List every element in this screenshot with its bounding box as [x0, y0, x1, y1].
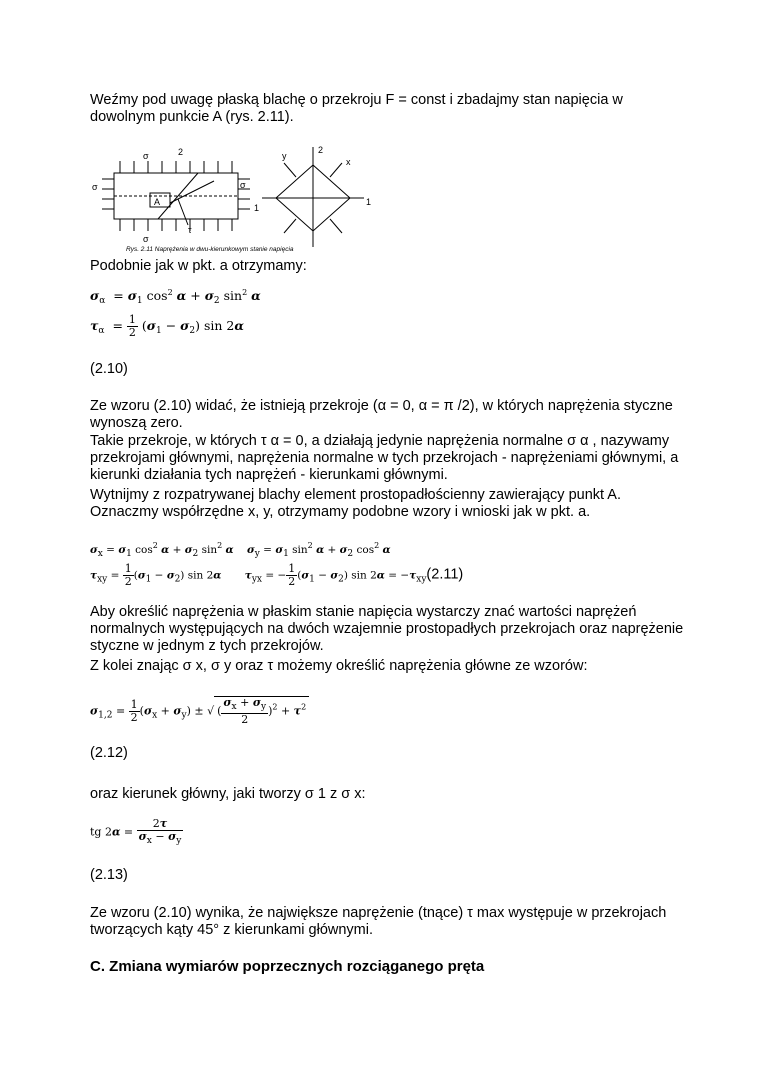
para-zero-shear: Ze wzoru (2.10) widać, że istnieją przekroje (α = 0, α = π /2), w których naprężenia styczne wynoszą zero.	[90, 398, 673, 431]
para-knowing: Z kolei znając σ x, σ y oraz τ możemy określić naprężenia główne ze wzorów:	[90, 658, 588, 674]
similar-paragraph: Podobnie jak w pkt. a otrzymamy:	[90, 258, 307, 274]
para-direction: oraz kierunek główny, jaki tworzy σ 1 z σ x:	[90, 786, 366, 802]
axis-2-label: 2	[178, 147, 184, 157]
para-element: Wytnijmy z rozpatrywanej blachy element prostopadłościenny zawierający punkt A. Oznaczmy współrzędne x, y, otrzymamy podobne wzory i wnioski jak w pkt. a.	[90, 487, 621, 520]
equation-principal-stress: $\sigma_{1,2}$ = $\frac{1}{2}$ $(\sigma_x + \sigma_y)$ ± √ ( $\frac{\sigma_x + \sigma_y}{2}$ )$^2 + \tau^2$	[90, 696, 309, 726]
sigma1-right-label: σ	[240, 180, 246, 190]
axis-1-label: 1	[254, 203, 260, 213]
sigma2-bottom-label: σ	[143, 234, 149, 244]
intro-paragraph: Weźmy pod uwagę płaską blachę o przekroju F = const i zbadajmy stan napięcia w dowolnym punkcie A (rys. 2.11).	[90, 92, 623, 125]
sigma1-left-label: σ	[92, 182, 98, 192]
equation-tg-2alpha: tg 2α = $\frac{2\tau}{\sigma_x - \sigma_y}$	[90, 817, 182, 846]
equation-tau-alpha: $\tau_\alpha$ = $\frac{1}{2}$ $(\sigma_1 - \sigma_2)$ sin 2α	[90, 313, 244, 339]
sigma2-top-label: σ	[143, 151, 149, 161]
right-axis-2-label: 2	[318, 145, 324, 155]
section-heading: C. Zmiana wymiarów poprzecznych rozciąganego pręta	[90, 958, 485, 975]
equation-sigma-alpha: $\sigma_\alpha = \sigma_1$ $\cos^2 \alpha + \sigma_2$ $\sin^2 \alpha$	[90, 288, 261, 306]
para-plane-stress: Aby określić naprężenia w płaskim stanie napięcia wystarczy znać wartości naprężeń normalnych występujących na dwóch wzajemnie prostopadłych przekrojach oraz naprężenie styczne w jednym z tych przekrojów.	[90, 604, 684, 654]
para-max-shear: Ze wzoru (2.10) wynika, że największe naprężenie (tnące) τ max występuje w przekrojach tworzących kąty 45° z kierunkami głównymi.	[90, 905, 667, 938]
stress-figure	[88, 143, 378, 255]
eq-212-number: (2.12)	[90, 745, 128, 761]
eq-211-number: (2.11)	[426, 566, 464, 583]
eq-210-number: (2.10)	[90, 361, 128, 377]
right-axis-1-label: 1	[366, 197, 372, 207]
equation-tau-xy: $\tau_{xy}$ = $\frac{1}{2}$ $(\sigma_1 - \sigma_2)$ sin 2α $\tau_{yx}$ = − $\frac{1}{2}$ $(\sigma_1 - \sigma_2)$ $\sin 2\alpha = -\tau_{xy}(2.11)$	[90, 562, 464, 588]
eq-213-number: (2.13)	[90, 867, 128, 883]
para-principal: Takie przekroje, w których τ α = 0, a działają jedynie naprężenia normalne σ α , nazywamy przekrojami głównymi, naprężenia normalne w tych przekrojach - naprężeniami głównymi, a kierunki działania tych naprężeń - kierunkami głównymi.	[90, 433, 679, 483]
axis-x-label: x	[346, 157, 351, 167]
point-a-label: A	[154, 197, 161, 207]
figure-caption: Rys. 2.11 Naprężenia w dwu-kierunkowym stanie napięcia	[126, 246, 294, 253]
equation-sigma-x-y: $\sigma_x = \sigma_1$ $\cos^2 \alpha + \sigma_2$ $\sin^2 \alpha$ $\sigma_y = \sigma_1$ $\sin^2 \alpha + \sigma_2$ $\cos^2 \alpha$	[90, 541, 391, 559]
tau-label: τ	[188, 225, 192, 235]
axis-y-label: y	[282, 151, 287, 161]
